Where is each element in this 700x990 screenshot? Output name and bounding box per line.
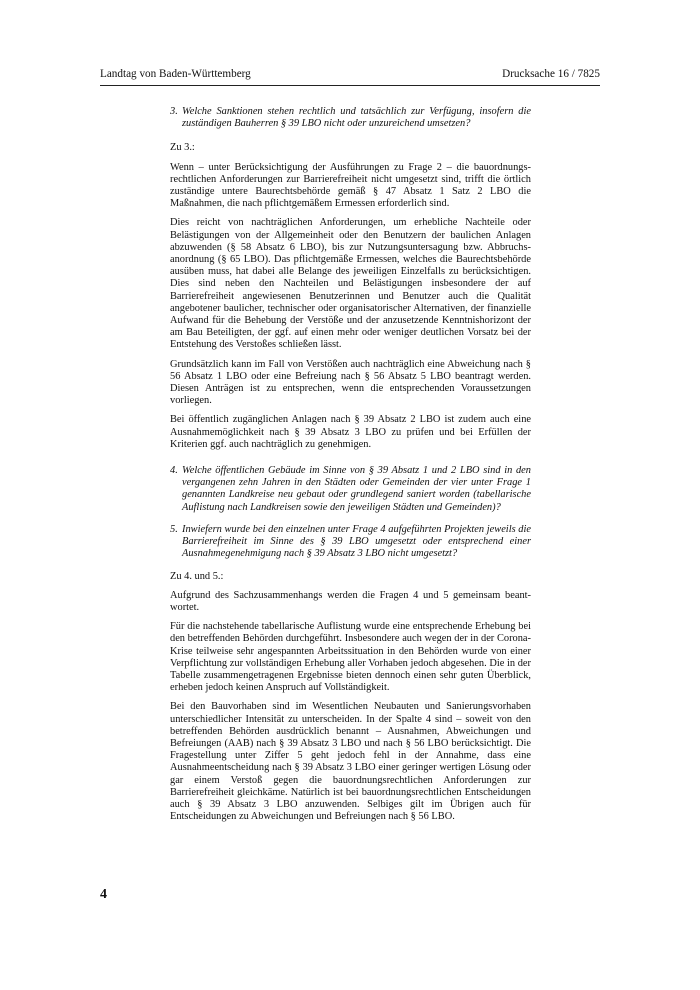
header-document-number: Drucksache 16 / 7825 bbox=[502, 68, 600, 80]
page-header bbox=[100, 67, 600, 86]
answer-4-5-paragraph: Aufgrund des Sachzusammenhangs werden die Fragen 4 und 5 gemeinsam beantwortet. bbox=[170, 589, 531, 613]
answer-3-heading: Zu 3.: bbox=[170, 142, 195, 154]
header-parliament: Landtag von Baden-Württemberg bbox=[100, 68, 251, 80]
question-text: Welche öffentlichen Gebäude im Sinne von § 39 Absatz 1 und 2 LBO sind in den vergangenen zehn Jahren in den Städten oder Gemeinden der vier unter Frage 1 genannten Landkreise neu gebaut oder grundlegend saniert worden (tabellarische Auflistung nach Landkreisen sowie den jeweiligen Städten und Gemeinden)? bbox=[182, 465, 531, 513]
answer-4-5-heading: Zu 4. und 5.: bbox=[170, 570, 224, 582]
answer-4-5-paragraph: Für die nachstehende tabellarische Auflistung wurde eine entsprechende Erhebung bei den betreffenden Behörden durchgeführt. Insbesondere auch wegen der in der Corona-Krise teilweise sehr angespannten Arbeitssituation in den Behörden wurde von einer Verpflichtung zur vollständigen Erhebung aller Vorhaben jedoch abgesehen. Die in der Tabelle zusammengetragenen Ergebnisse bieten dennoch einen sehr guten Überblick, erheben jedoch keinen Anspruch auf Vollständigkeit. bbox=[170, 621, 531, 694]
answer-3-paragraph: Grundsätzlich kann im Fall von Verstößen auch nachträglich eine Abweichung nach § 56 Absatz 1 LBO oder eine Befreiung nach § 56 Absatz 5 LBO beantragt werden. Diesen Anträgen ist zu entsprechen, wenn die entsprechenden Voraussetzungen vorliegen. bbox=[170, 358, 531, 407]
question-text: Inwiefern wurde bei den einzelnen unter Frage 4 aufgeführten Projekten jeweils die Barrierefreiheit im Sinne des § 39 LBO umgesetzt oder entsprechend einer Ausnahmegenehmigung nach § 39 Absatz 3 LBO nicht umgesetzt? bbox=[182, 523, 531, 560]
question-5 bbox=[170, 524, 531, 561]
question-number: 4. bbox=[170, 465, 178, 477]
question-number: 5. bbox=[170, 523, 178, 535]
question-3 bbox=[170, 106, 531, 130]
answer-3-paragraph: Bei öffentlich zugänglichen Anlagen nach § 39 Absatz 2 LBO ist zudem auch eine Ausnahmemöglichkeit nach § 39 Absatz 3 LBO zu prüfen und bei Erfüllen der Kriterien ggf. auch nachträglich zu genehmigen. bbox=[170, 414, 531, 450]
page-number: 4 bbox=[100, 887, 107, 902]
answer-3-paragraph: Dies reicht von nachträglichen Anforderungen, um erhebliche Nachteile oder Belästigungen von der Allgemeinheit oder den Benutzern der baulichen Anlagen abzuwenden (§ 58 Absatz 6 LBO), bis zur Nutzungsuntersagung bzw. Abbruchsanordnung (§ 65 LBO). Das pflichtgemäße Ermessen, welches die Baurechtsbehörde ausüben muss, hat dabei alle Belange des jeweiligen Einzelfalls zu berücksichtigen. Dies sind neben den Nachteilen und Belästigungen insbesondere der auf Barrierefreiheit angewiesenen Benutzerinnen und Benutzer auch die Qualität angebotener baulicher, technischer oder organisatorischer Alternativen, der finanzielle Aufwand für die Behebung der Verstöße und der anzusetzende Kenntnishorizont der am Bau Beteiligten, der ggf. auf einen mehr oder weniger deutlichen Vorsatz bei der Entstehung des Verstoßes schließen lässt. bbox=[170, 217, 531, 351]
answer-4-5-paragraph: Bei den Bauvorhaben sind im Wesentlichen Neubauten und Sanierungsvorhaben unterschiedlicher Intensität zu unterscheiden. In der Spalte 4 sind – soweit von den betreffenden Behörden ausdrücklich benannt – Ausnahmen, Abweichungen und Befreiungen (AAB) nach § 39 Absatz 3 LBO und nach § 56 LBO berücksichtigt. Die Fragestellung unter Ziffer 5 geht jedoch fehl in der Annahme, dass eine Ausnahmeentscheidung nach § 39 Absatz 3 LBO einer geringer wertigen Lösung oder gar einem Verstoß gegen die bauordnungsrechtlichen Anforderungen zur Barrierefreiheit gleichkäme. Natürlich ist bei bauordnungsrechtlichen Entscheidungen auch § 39 Absatz 3 LBO anzuwenden. Selbiges gilt im Übrigen auch für Entscheidungen zu Abweichungen und Befreiungen nach § 56 LBO. bbox=[170, 701, 531, 823]
question-text: Welche Sanktionen stehen rechtlich und tatsächlich zur Verfügung, insofern die zuständigen Bauherren § 39 LBO nicht oder unzureichend umsetzen? bbox=[182, 106, 531, 130]
question-number: 3. bbox=[170, 106, 178, 117]
answer-3-paragraph: Wenn – unter Berücksichtigung der Ausführungen zu Frage 2 – die bauordnungsrechtlichen Anforderungen zur Barrierefreiheit nicht umgesetzt sind, trifft die örtlich zuständige untere Baurechtsbehörde gemäß § 47 Absatz 1 Satz 2 LBO die Maßnahmen, die nach pflichtgemäßem Ermessen erforderlich sind. bbox=[170, 161, 531, 210]
document-body bbox=[170, 106, 531, 830]
question-4 bbox=[170, 465, 531, 514]
